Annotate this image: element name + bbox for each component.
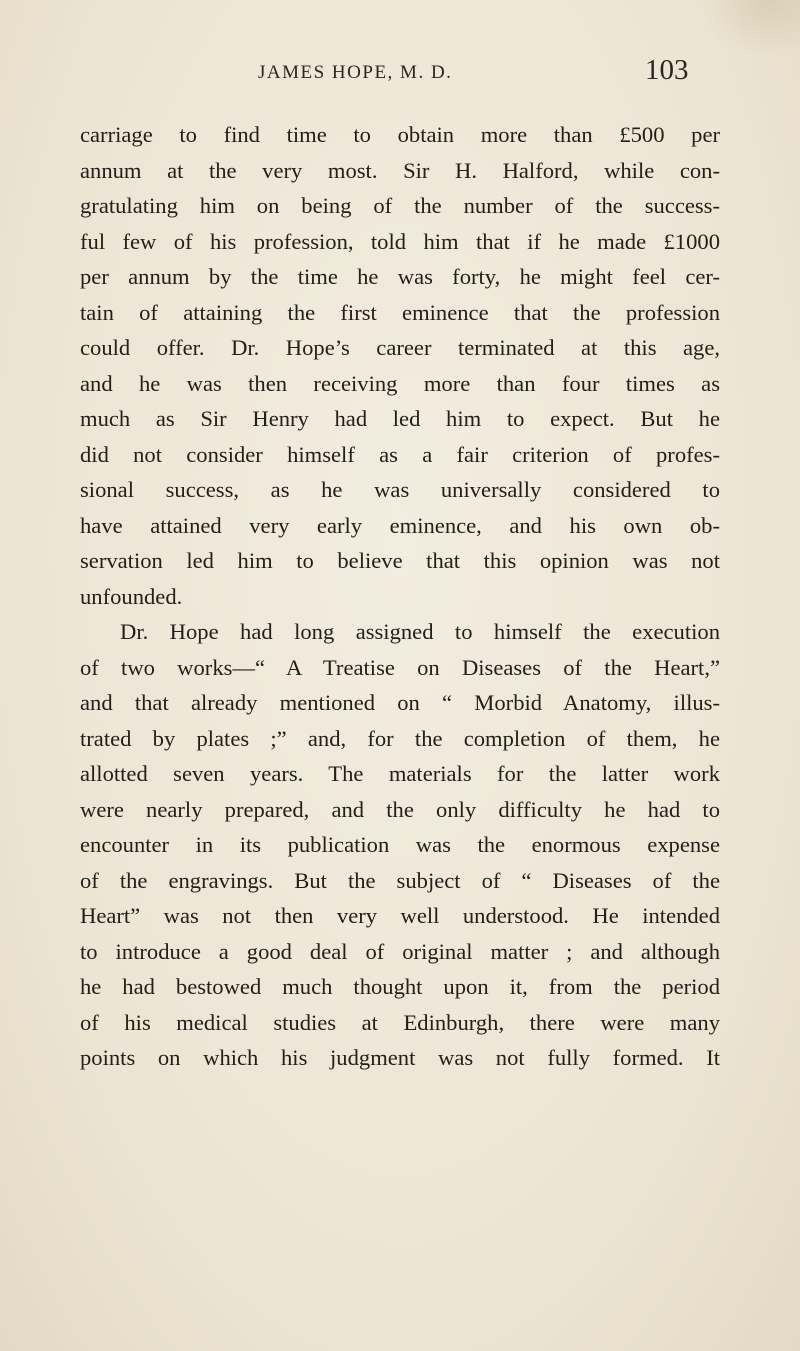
text-line: were nearly prepared, and the only difficulty he had to [80,796,720,822]
text-line: allotted seven years. The materials for the latter work [80,761,720,786]
text-line: trated by plates ;” and, for the completion of them, he [80,725,720,751]
text-line: and that already mentioned on “ Morbid Anatomy, illus- [80,690,720,715]
text-line: to introduce a good deal of original matter ; and although [80,938,720,964]
text-line: sional success, as he was universally considered to [80,477,720,502]
text-line: of the engravings. But the subject of “ Diseases of the [80,867,720,893]
text-line: gratulating him on being of the number of the success- [80,193,720,218]
text-line: Heart” was not then very well understood. He intended [80,903,720,928]
running-head: JAMES HOPE, M. D. [258,62,453,83]
text-line: points on which his judgment was not fully formed. It [80,1045,720,1070]
page-number: 103 [645,54,689,86]
text-line: of his medical studies at Edinburgh, there were many [80,1009,720,1035]
text-line: ful few of his profession, told him that if he made £1000 [80,228,720,254]
text-line: carriage to find time to obtain more than £500 per [80,122,720,147]
text-line: could offer. Dr. Hope’s career terminated at this age, [80,335,720,360]
text-line: and he was then receiving more than four times as [80,370,720,396]
text-line: tain of attaining the first eminence that the profession [80,299,720,325]
paper-stain [700,0,800,60]
paragraph-end-line: unfounded. [80,583,183,609]
text-line: did not consider himself as a fair criterion of profes- [80,441,720,467]
text-line: have attained very early eminence, and his own ob- [80,512,720,538]
text-line: much as Sir Henry had led him to expect. But he [80,406,720,431]
text-line: encounter in its publication was the enormous expense [80,832,720,857]
paragraph-first-line: Dr. Hope had long assigned to himself the execution [120,619,720,644]
text-line: servation led him to believe that this opinion was not [80,548,720,573]
body-text [80,117,720,1076]
text-line: of two works—“ A Treatise on Diseases of the Heart,” [80,654,720,680]
text-line: per annum by the time he was forty, he might feel cer- [80,264,720,289]
text-line: annum at the very most. Sir H. Halford, while con- [80,157,720,183]
text-line: he had bestowed much thought upon it, from the period [80,974,720,999]
